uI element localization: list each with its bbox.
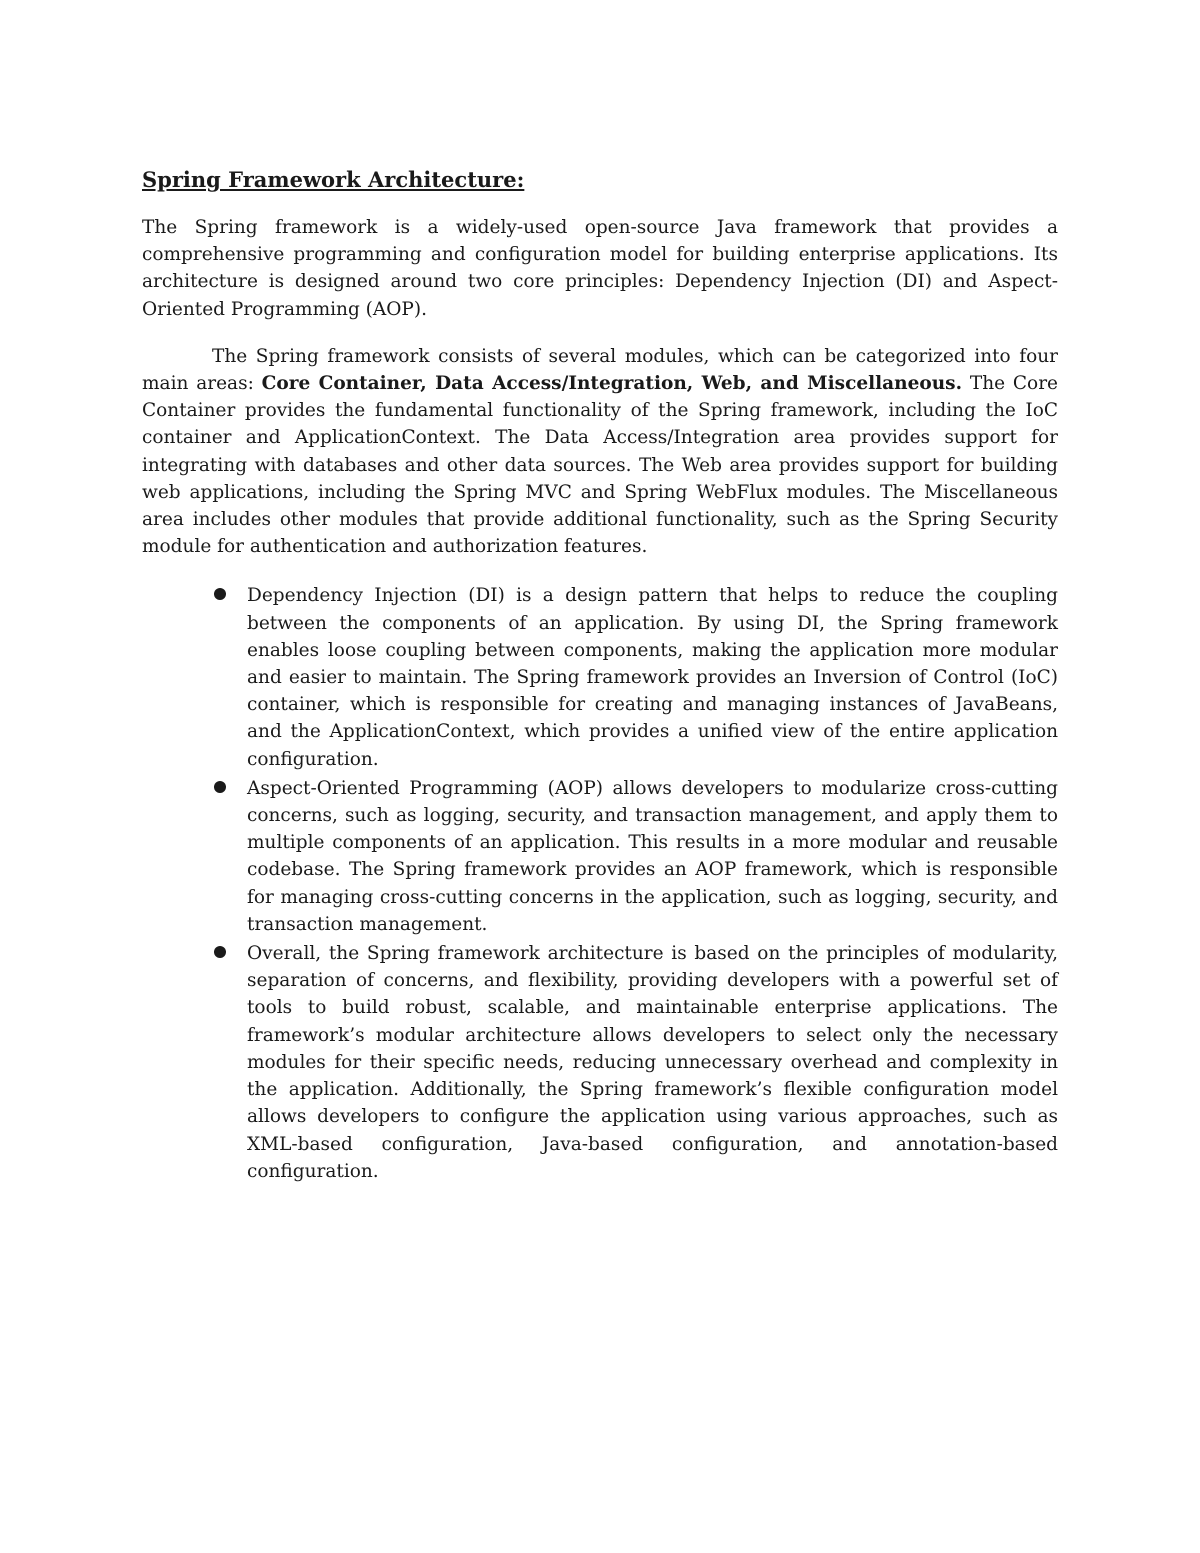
bullet-icon [214,946,226,958]
bullet-text: Overall, the Spring framework architecture is based on the principles of modularity, separation of concerns, and flexibility, providing developers with a powerful set of tools to build robust, scalable, and maintainable enterprise applications. The framework’s modular architecture allows developers to select only the necessary modules for their specific needs, reducing unnecessary overhead and complexity in the application. Additionally, the Spring framework’s flexible configuration model allows developers to configure the application using various approaches, such as XML-based configuration, Java-based configuration, and annotation-based configuration. [247,943,1058,1182]
modules-paragraph [142,343,1058,561]
bullet-text: Dependency Injection (DI) is a design pattern that helps to reduce the coupling between the components of an application. By using DI, the Spring framework enables loose coupling between components, making the application more modular and easier to maintain. The Spring framework provides an Inversion of Control (IoC) container, which is responsible for creating and managing instances of JavaBeans, and the ApplicationContext, which provides a unified view of the entire application configuration. [247,585,1058,770]
document-body [142,166,1058,1187]
list-item [142,775,1058,938]
list-item [142,940,1058,1185]
modules-paragraph-lead: The Spring framework consists of several modules, which can be categorized into four main areas: [142,345,1058,395]
bullet-list [142,582,1058,1184]
bullet-text: Aspect-Oriented Programming (AOP) allows developers to modularize cross-cutting concerns, such as logging, security, and transaction management, and apply them to multiple components of an application. This results in a more modular and reusable codebase. The Spring framework provides an AOP framework, which is responsible for managing cross-cutting concerns in the application, such as logging, security, and transaction management. [247,777,1058,935]
document-title: Spring Framework Architecture: [142,167,525,192]
bullet-icon [214,588,226,600]
intro-paragraph: The Spring framework is a widely-used open-source Java framework that provides a comprehensive programming and configuration model for building enterprise applications. Its architecture is designed around two core principles: Dependency Injection (DI) and Aspect-Oriented Programming (AOP). [142,217,1058,320]
bullet-icon [214,781,226,793]
modules-paragraph-rest: The Core Container provides the fundamental functionality of the Spring framework, including the IoC container and ApplicationContext. The Data Access/Integration area provides support for integrating with databases and other data sources. The Web area provides support for building web applications, including the Spring MVC and Spring WebFlux modules. The Miscellaneous area includes other modules that provide additional functionality, such as the Spring Security module for authentication and authorization features. [142,373,1058,558]
list-item [142,582,1058,772]
modules-areas-bold: Core Container, Data Access/Integration, Web, and Miscellaneous. [261,373,963,395]
